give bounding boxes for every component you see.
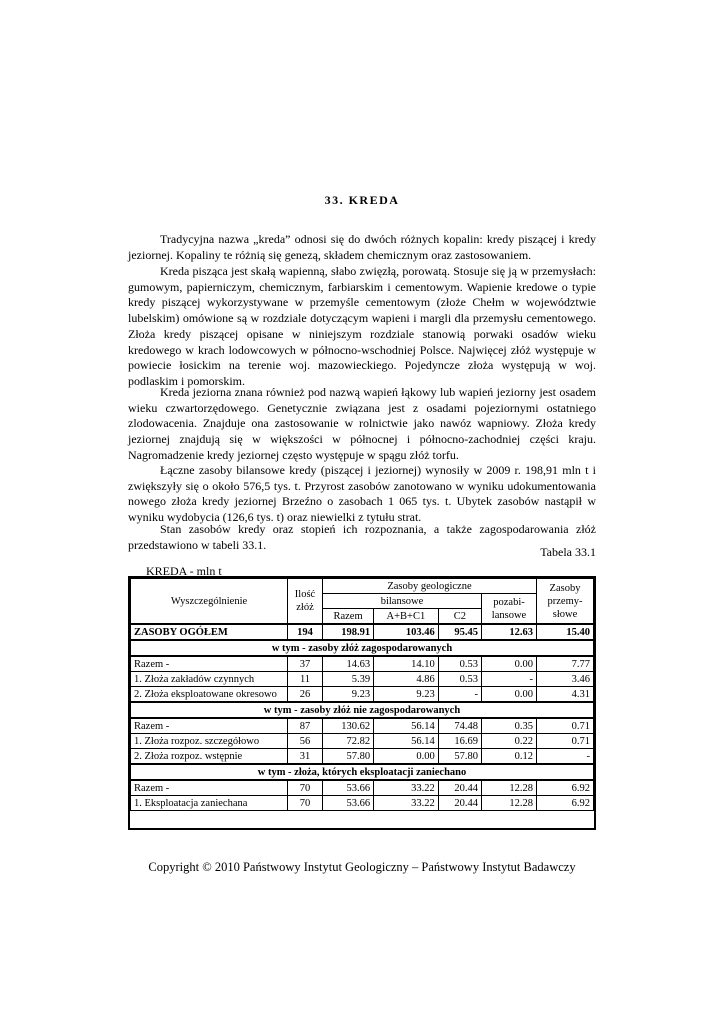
cell: 33.22 xyxy=(374,796,439,811)
cell: Razem - xyxy=(131,656,288,672)
cell: 53.66 xyxy=(323,780,374,796)
page-title: 33. KREDA xyxy=(324,193,400,207)
cell: 5.39 xyxy=(323,672,374,687)
cell: 16.69 xyxy=(438,734,481,749)
cell: 11 xyxy=(288,672,323,687)
table-unit-label: KREDA - mln t xyxy=(146,564,222,578)
resources-table xyxy=(128,576,596,830)
cell: 74.48 xyxy=(438,718,481,734)
cell: 12.28 xyxy=(482,796,537,811)
cell: 57.80 xyxy=(438,749,481,765)
header-pozabilansowe: pozabi-lansowe xyxy=(482,594,537,625)
cell: 1. Złoża rozpoz. szczegółowo xyxy=(131,734,288,749)
cell: 0.53 xyxy=(438,656,481,672)
cell: 0.00 xyxy=(482,687,537,703)
paragraph-text: Kreda jeziorna znana również pod nazwą wapień łąkowy lub wapień jeziorny jest osadem wieku czwartorzędowego. Genetycznie związana jest z osadami pojeziornymi ostatniego zlodowacenia. Znajduje ona zastosowanie w rolnictwie jako nawóz wapniowy. Złoża kredy jeziornej znajdują się w większości w północnej i północno-zachodniej części kraju. Nagromadzenie kredy jeziornej często występuje w spągu złóż torfu. xyxy=(128,385,596,462)
cell: 53.66 xyxy=(323,796,374,811)
cell: 0.53 xyxy=(438,672,481,687)
cell: 130.62 xyxy=(323,718,374,734)
cell: 6.92 xyxy=(537,780,594,796)
header-c2: C2 xyxy=(438,609,481,625)
cell: 0.12 xyxy=(482,749,537,765)
section-title: w tym - zasoby złóż nie zagospodarowanych xyxy=(131,702,594,718)
cell: 0.22 xyxy=(482,734,537,749)
cell: 194 xyxy=(288,624,323,640)
cell: 20.44 xyxy=(438,780,481,796)
cell: 103.46 xyxy=(374,624,439,640)
section-title: w tym - złoża, których eksploatacji zaniechano xyxy=(131,764,594,780)
copyright: Copyright © 2010 Państwowy Instytut Geologiczny – Państwowy Instytut Badawczy xyxy=(148,860,576,874)
cell: 6.92 xyxy=(537,796,594,811)
paragraph-4 xyxy=(128,463,596,526)
cell: 31 xyxy=(288,749,323,765)
cell: 72.82 xyxy=(323,734,374,749)
section-header-row xyxy=(131,702,594,718)
cell: 4.31 xyxy=(537,687,594,703)
cell: 70 xyxy=(288,780,323,796)
cell: 14.63 xyxy=(323,656,374,672)
cell: Razem - xyxy=(131,780,288,796)
header-przemyslowe: Zasoby przemy-słowe xyxy=(537,579,594,625)
header-ilosc: Ilość złóż xyxy=(288,579,323,625)
cell: 0.00 xyxy=(482,656,537,672)
cell: 14.10 xyxy=(374,656,439,672)
cell: 87 xyxy=(288,718,323,734)
cell: 3.46 xyxy=(537,672,594,687)
table-reference: Tabela 33.1 xyxy=(540,545,596,559)
header-wyszczegolnienie: Wyszczególnienie xyxy=(131,579,288,625)
cell: 7.77 xyxy=(537,656,594,672)
cell: 0.35 xyxy=(482,718,537,734)
paragraph-text: Kreda pisząca jest skałą wapienną, słabo zwięzłą, porowatą. Stosuje się ją w przemysłach: gumowym, papierniczym, chemicznym, farbiarskim i cementowym. Wapienie kredowe o typie kredy piszącej wykorzystywane w przemyśle cementowym (złoże Chełm w województwie lubelskim) omówione są w rozdziale dotyczącym wapieni i margli dla przemysłu cementowego. Złoża kredy piszącej opisane w niniejszym rozdziale stanowią porwaki osadów wieku kredowego w krach lodowcowych w północno-wschodniej Polsce. Najwięcej złóż występuje w powiecie łosickim na terenie woj. mazowieckiego. Pojedyncze złoża występują w woj. podlaskim i pomorskim. xyxy=(128,264,596,388)
cell: 0.71 xyxy=(537,718,594,734)
cell: 12.28 xyxy=(482,780,537,796)
cell: Razem - xyxy=(131,718,288,734)
table-row xyxy=(131,718,594,734)
cell: - xyxy=(482,672,537,687)
cell: 12.63 xyxy=(482,624,537,640)
header-razem: Razem xyxy=(323,609,374,625)
cell: 26 xyxy=(288,687,323,703)
cell: 9.23 xyxy=(374,687,439,703)
cell: 9.23 xyxy=(323,687,374,703)
table-row xyxy=(131,749,594,765)
cell: 2. Złoża eksploatowane okresowo xyxy=(131,687,288,703)
paragraph-1 xyxy=(128,232,596,263)
table-row xyxy=(131,796,594,811)
section-title: w tym - zasoby złóż zagospodarowanych xyxy=(131,640,594,656)
table-row xyxy=(131,780,594,796)
cell: 1. Złoża zakładów czynnych xyxy=(131,672,288,687)
header-abc1: A+B+C1 xyxy=(374,609,439,625)
cell: 56.14 xyxy=(374,718,439,734)
table-row xyxy=(131,687,594,703)
cell: 70 xyxy=(288,796,323,811)
cell: 1. Eksploatacja zaniechana xyxy=(131,796,288,811)
cell: 15.40 xyxy=(537,624,594,640)
table-row xyxy=(131,734,594,749)
total-row xyxy=(131,624,594,640)
cell: 33.22 xyxy=(374,780,439,796)
paragraph-text: Łączne zasoby bilansowe kredy (piszącej i jeziornej) wynosiły w 2009 r. 198,91 mln t i zwiększyły się o około 576,5 tys. t. Przyrost zasobów zanotowano w wyniku udokumentowania nowego złoża kredy jeziornej Brzeźno o zasobach 1 065 tys. t. Ubytek zasobów nastąpił w wyniku wydobycia (126,6 tys. t) oraz niewielki z tytułu strat. xyxy=(128,463,596,525)
header-bilansowe: bilansowe xyxy=(323,594,482,609)
cell: 56 xyxy=(288,734,323,749)
cell: ZASOBY OGÓŁEM xyxy=(131,624,288,640)
cell: 20.44 xyxy=(438,796,481,811)
cell: 4.86 xyxy=(374,672,439,687)
paragraph-text: Tradycyjna nazwa „kreda” odnosi się do dwóch różnych kopalin: kredy piszącej i kredy jeziornej. Kopaliny te różnią się genezą, składem chemicznym oraz zastosowaniem. xyxy=(128,232,596,262)
cell: 0.00 xyxy=(374,749,439,765)
cell: 95.45 xyxy=(438,624,481,640)
paragraph-3 xyxy=(128,385,596,464)
table-row xyxy=(131,672,594,687)
cell: 0.71 xyxy=(537,734,594,749)
section-header-row xyxy=(131,764,594,780)
cell: 57.80 xyxy=(323,749,374,765)
cell: 56.14 xyxy=(374,734,439,749)
cell: 2. Złoża rozpoz. wstępnie xyxy=(131,749,288,765)
table-row xyxy=(131,656,594,672)
paragraph-5 xyxy=(128,522,596,553)
paragraph-text: Stan zasobów kredy oraz stopień ich rozpoznania, a także zagospodarowania złóż przedstawiono w tabeli 33.1. xyxy=(128,522,596,552)
section-header-row xyxy=(131,640,594,656)
cell: - xyxy=(438,687,481,703)
header-zasoby-geologiczne: Zasoby geologiczne xyxy=(323,579,537,594)
cell: 37 xyxy=(288,656,323,672)
cell: 198.91 xyxy=(323,624,374,640)
cell: - xyxy=(537,749,594,765)
paragraph-2 xyxy=(128,264,596,390)
